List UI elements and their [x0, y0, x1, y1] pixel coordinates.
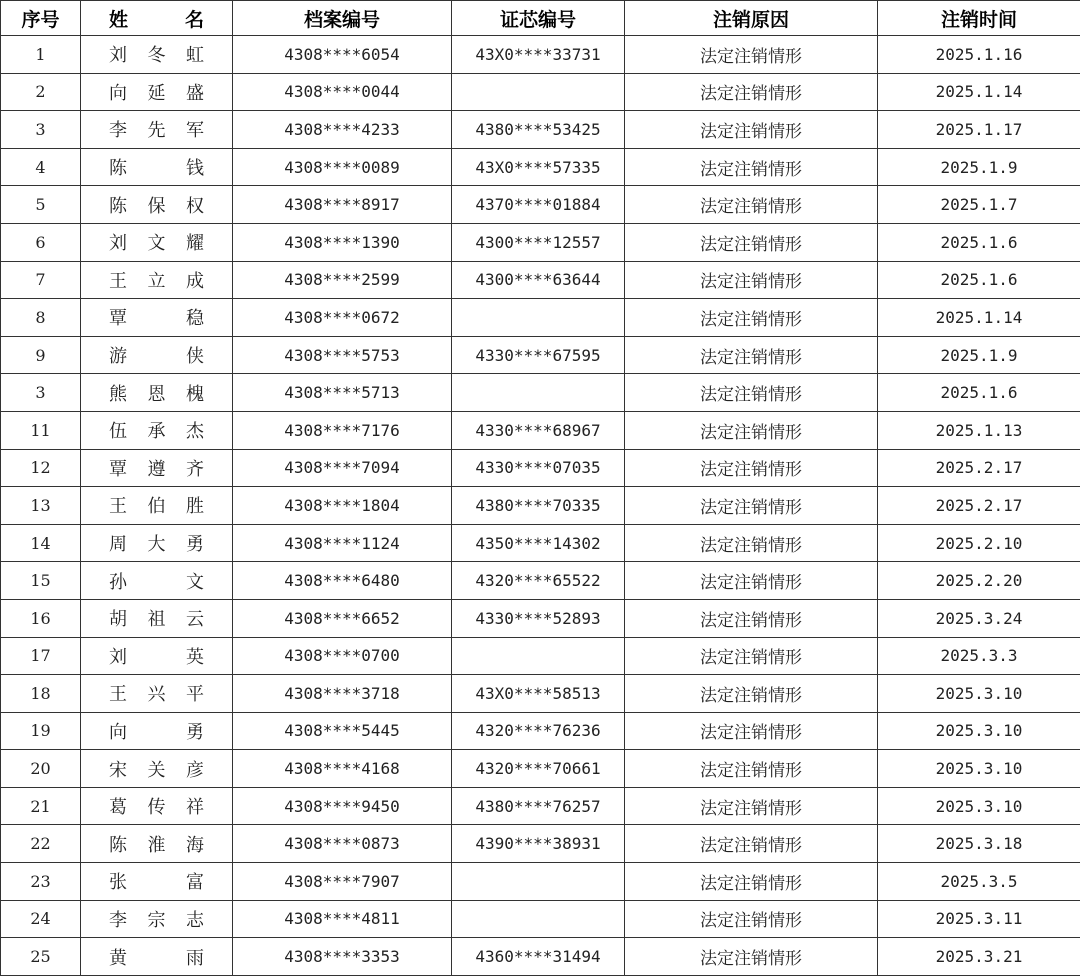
cell-chip-number: 4330****52893: [452, 599, 625, 637]
table-row: [1, 487, 1080, 525]
table-row: [1, 750, 1080, 788]
cell-file-number: 4308****6480: [233, 562, 452, 600]
cell-date: 2025.1.9: [878, 148, 1080, 186]
cell-reason: 法定注销情形: [625, 562, 878, 600]
cell-name: 李宗志: [81, 900, 233, 938]
cell-seq: 18: [1, 675, 81, 713]
cell-chip-number: 4380****76257: [452, 787, 625, 825]
cell-reason: 法定注销情形: [625, 938, 878, 976]
table-row: [1, 863, 1080, 901]
cell-reason: 法定注销情形: [625, 599, 878, 637]
cell-seq: 5: [1, 186, 81, 224]
cell-name: 宋关彦: [81, 750, 233, 788]
cell-file-number: 4308****5713: [233, 374, 452, 412]
table-row: [1, 374, 1080, 412]
table-row: [1, 261, 1080, 299]
header-reason: 注销原因: [625, 1, 878, 36]
cell-chip-number: 43X0****33731: [452, 36, 625, 74]
cell-date: 2025.1.6: [878, 223, 1080, 261]
cell-name: 刘文耀: [81, 223, 233, 261]
cell-name: 陈保权: [81, 186, 233, 224]
cell-reason: 法定注销情形: [625, 750, 878, 788]
cell-chip-number: 4380****53425: [452, 111, 625, 149]
header-row: [1, 1, 1080, 36]
cell-date: 2025.3.24: [878, 599, 1080, 637]
header-chip-number: 证芯编号: [452, 1, 625, 36]
table-row: [1, 111, 1080, 149]
cell-file-number: 4308****4233: [233, 111, 452, 149]
cell-seq: 3: [1, 374, 81, 412]
cell-seq: 23: [1, 863, 81, 901]
cell-seq: 25: [1, 938, 81, 976]
table-row: [1, 825, 1080, 863]
cell-chip-number: [452, 900, 625, 938]
cell-chip-number: 43X0****57335: [452, 148, 625, 186]
table-row: [1, 449, 1080, 487]
cell-reason: 法定注销情形: [625, 111, 878, 149]
cell-file-number: 4308****2599: [233, 261, 452, 299]
table-row: [1, 524, 1080, 562]
table-row: [1, 562, 1080, 600]
cell-file-number: 4308****8917: [233, 186, 452, 224]
cell-seq: 22: [1, 825, 81, 863]
cell-seq: 1: [1, 36, 81, 74]
cell-seq: 6: [1, 223, 81, 261]
cell-chip-number: [452, 73, 625, 111]
cell-file-number: 4308****9450: [233, 787, 452, 825]
table-row: [1, 73, 1080, 111]
cell-seq: 3: [1, 111, 81, 149]
table-row: [1, 299, 1080, 337]
cell-file-number: 4308****1390: [233, 223, 452, 261]
table-row: [1, 599, 1080, 637]
cell-date: 2025.1.17: [878, 111, 1080, 149]
cell-reason: 法定注销情形: [625, 299, 878, 337]
cell-name: 孙 文: [81, 562, 233, 600]
cell-date: 2025.1.14: [878, 73, 1080, 111]
cell-file-number: 4308****5753: [233, 336, 452, 374]
cell-date: 2025.2.10: [878, 524, 1080, 562]
cell-name: 游 侠: [81, 336, 233, 374]
cell-seq: 14: [1, 524, 81, 562]
cell-chip-number: 4360****31494: [452, 938, 625, 976]
cell-reason: 法定注销情形: [625, 449, 878, 487]
table-row: [1, 787, 1080, 825]
cell-chip-number: 4330****67595: [452, 336, 625, 374]
cell-seq: 8: [1, 299, 81, 337]
cell-name: 向 勇: [81, 712, 233, 750]
cell-name: 王伯胜: [81, 487, 233, 525]
cell-reason: 法定注销情形: [625, 487, 878, 525]
table-row: [1, 336, 1080, 374]
cell-date: 2025.1.16: [878, 36, 1080, 74]
table-row: [1, 938, 1080, 976]
cell-reason: 法定注销情形: [625, 336, 878, 374]
cell-name: 覃遵齐: [81, 449, 233, 487]
cell-name: 王立成: [81, 261, 233, 299]
header-date: 注销时间: [878, 1, 1080, 36]
cell-name: 王兴平: [81, 675, 233, 713]
cell-name: 胡祖云: [81, 599, 233, 637]
cell-date: 2025.1.7: [878, 186, 1080, 224]
cell-name: 伍承杰: [81, 411, 233, 449]
cell-seq: 7: [1, 261, 81, 299]
cell-name: 葛传祥: [81, 787, 233, 825]
cell-seq: 20: [1, 750, 81, 788]
cell-date: 2025.2.20: [878, 562, 1080, 600]
cell-date: 2025.3.11: [878, 900, 1080, 938]
cell-reason: 法定注销情形: [625, 675, 878, 713]
cell-reason: 法定注销情形: [625, 863, 878, 901]
cell-date: 2025.2.17: [878, 487, 1080, 525]
cell-reason: 法定注销情形: [625, 900, 878, 938]
cell-file-number: 4308****5445: [233, 712, 452, 750]
cell-chip-number: 43X0****58513: [452, 675, 625, 713]
cell-chip-number: [452, 637, 625, 675]
cell-reason: 法定注销情形: [625, 374, 878, 412]
cell-file-number: 4308****3718: [233, 675, 452, 713]
cell-reason: 法定注销情形: [625, 186, 878, 224]
cell-file-number: 4308****0873: [233, 825, 452, 863]
cell-date: 2025.3.18: [878, 825, 1080, 863]
table-row: [1, 675, 1080, 713]
cell-date: 2025.1.14: [878, 299, 1080, 337]
cell-seq: 17: [1, 637, 81, 675]
cell-file-number: 4308****6652: [233, 599, 452, 637]
cell-name: 刘冬虹: [81, 36, 233, 74]
cell-seq: 24: [1, 900, 81, 938]
cell-file-number: 4308****7094: [233, 449, 452, 487]
cell-reason: 法定注销情形: [625, 825, 878, 863]
cell-reason: 法定注销情形: [625, 223, 878, 261]
cell-file-number: 4308****4168: [233, 750, 452, 788]
cell-reason: 法定注销情形: [625, 787, 878, 825]
cell-file-number: 4308****1804: [233, 487, 452, 525]
cell-name: 刘 英: [81, 637, 233, 675]
cell-chip-number: [452, 863, 625, 901]
cell-chip-number: 4380****70335: [452, 487, 625, 525]
cell-reason: 法定注销情形: [625, 73, 878, 111]
cell-date: 2025.3.10: [878, 675, 1080, 713]
cell-seq: 4: [1, 148, 81, 186]
cell-date: 2025.2.17: [878, 449, 1080, 487]
table-row: [1, 712, 1080, 750]
cell-seq: 19: [1, 712, 81, 750]
cell-seq: 15: [1, 562, 81, 600]
cell-name: 覃 稳: [81, 299, 233, 337]
cell-file-number: 4308****0089: [233, 148, 452, 186]
cell-seq: 21: [1, 787, 81, 825]
cell-seq: 11: [1, 411, 81, 449]
table-row: [1, 637, 1080, 675]
table-row: [1, 36, 1080, 74]
cell-date: 2025.1.6: [878, 374, 1080, 412]
cell-chip-number: 4320****70661: [452, 750, 625, 788]
cell-name: 熊恩槐: [81, 374, 233, 412]
cell-chip-number: 4330****68967: [452, 411, 625, 449]
cell-file-number: 4308****7176: [233, 411, 452, 449]
cell-chip-number: 4320****76236: [452, 712, 625, 750]
cell-file-number: 4308****7907: [233, 863, 452, 901]
cell-name: 张 富: [81, 863, 233, 901]
table-row: [1, 411, 1080, 449]
cell-file-number: 4308****0044: [233, 73, 452, 111]
table-row: [1, 186, 1080, 224]
cell-reason: 法定注销情形: [625, 261, 878, 299]
cell-reason: 法定注销情形: [625, 524, 878, 562]
cell-chip-number: 4390****38931: [452, 825, 625, 863]
cell-name: 陈淮海: [81, 825, 233, 863]
cell-date: 2025.3.21: [878, 938, 1080, 976]
cell-chip-number: 4330****07035: [452, 449, 625, 487]
cell-chip-number: [452, 299, 625, 337]
cell-name: 李先军: [81, 111, 233, 149]
cell-chip-number: 4320****65522: [452, 562, 625, 600]
cell-name: 黄 雨: [81, 938, 233, 976]
cell-seq: 12: [1, 449, 81, 487]
header-seq: 序号: [1, 1, 81, 36]
cell-name: 向延盛: [81, 73, 233, 111]
cell-file-number: 4308****3353: [233, 938, 452, 976]
cell-reason: 法定注销情形: [625, 637, 878, 675]
cell-file-number: 4308****1124: [233, 524, 452, 562]
cell-seq: 9: [1, 336, 81, 374]
cell-name: 周大勇: [81, 524, 233, 562]
cell-reason: 法定注销情形: [625, 36, 878, 74]
cell-file-number: 4308****6054: [233, 36, 452, 74]
cell-name: 陈 钱: [81, 148, 233, 186]
cell-file-number: 4308****0700: [233, 637, 452, 675]
cell-date: 2025.3.10: [878, 712, 1080, 750]
cell-date: 2025.3.10: [878, 750, 1080, 788]
cell-chip-number: [452, 374, 625, 412]
cell-chip-number: 4300****12557: [452, 223, 625, 261]
table-row: [1, 900, 1080, 938]
cell-chip-number: 4370****01884: [452, 186, 625, 224]
cell-seq: 13: [1, 487, 81, 525]
cell-reason: 法定注销情形: [625, 411, 878, 449]
cell-date: 2025.3.10: [878, 787, 1080, 825]
cell-date: 2025.1.13: [878, 411, 1080, 449]
cell-seq: 2: [1, 73, 81, 111]
cell-chip-number: 4300****63644: [452, 261, 625, 299]
table-row: [1, 148, 1080, 186]
cell-chip-number: 4350****14302: [452, 524, 625, 562]
header-file-number: 档案编号: [233, 1, 452, 36]
cell-file-number: 4308****4811: [233, 900, 452, 938]
cell-date: 2025.1.9: [878, 336, 1080, 374]
cell-reason: 法定注销情形: [625, 148, 878, 186]
header-name: 姓 名: [81, 1, 233, 36]
cell-file-number: 4308****0672: [233, 299, 452, 337]
table-row: [1, 223, 1080, 261]
cell-reason: 法定注销情形: [625, 712, 878, 750]
cell-date: 2025.3.3: [878, 637, 1080, 675]
cell-date: 2025.3.5: [878, 863, 1080, 901]
cell-seq: 16: [1, 599, 81, 637]
cell-date: 2025.1.6: [878, 261, 1080, 299]
